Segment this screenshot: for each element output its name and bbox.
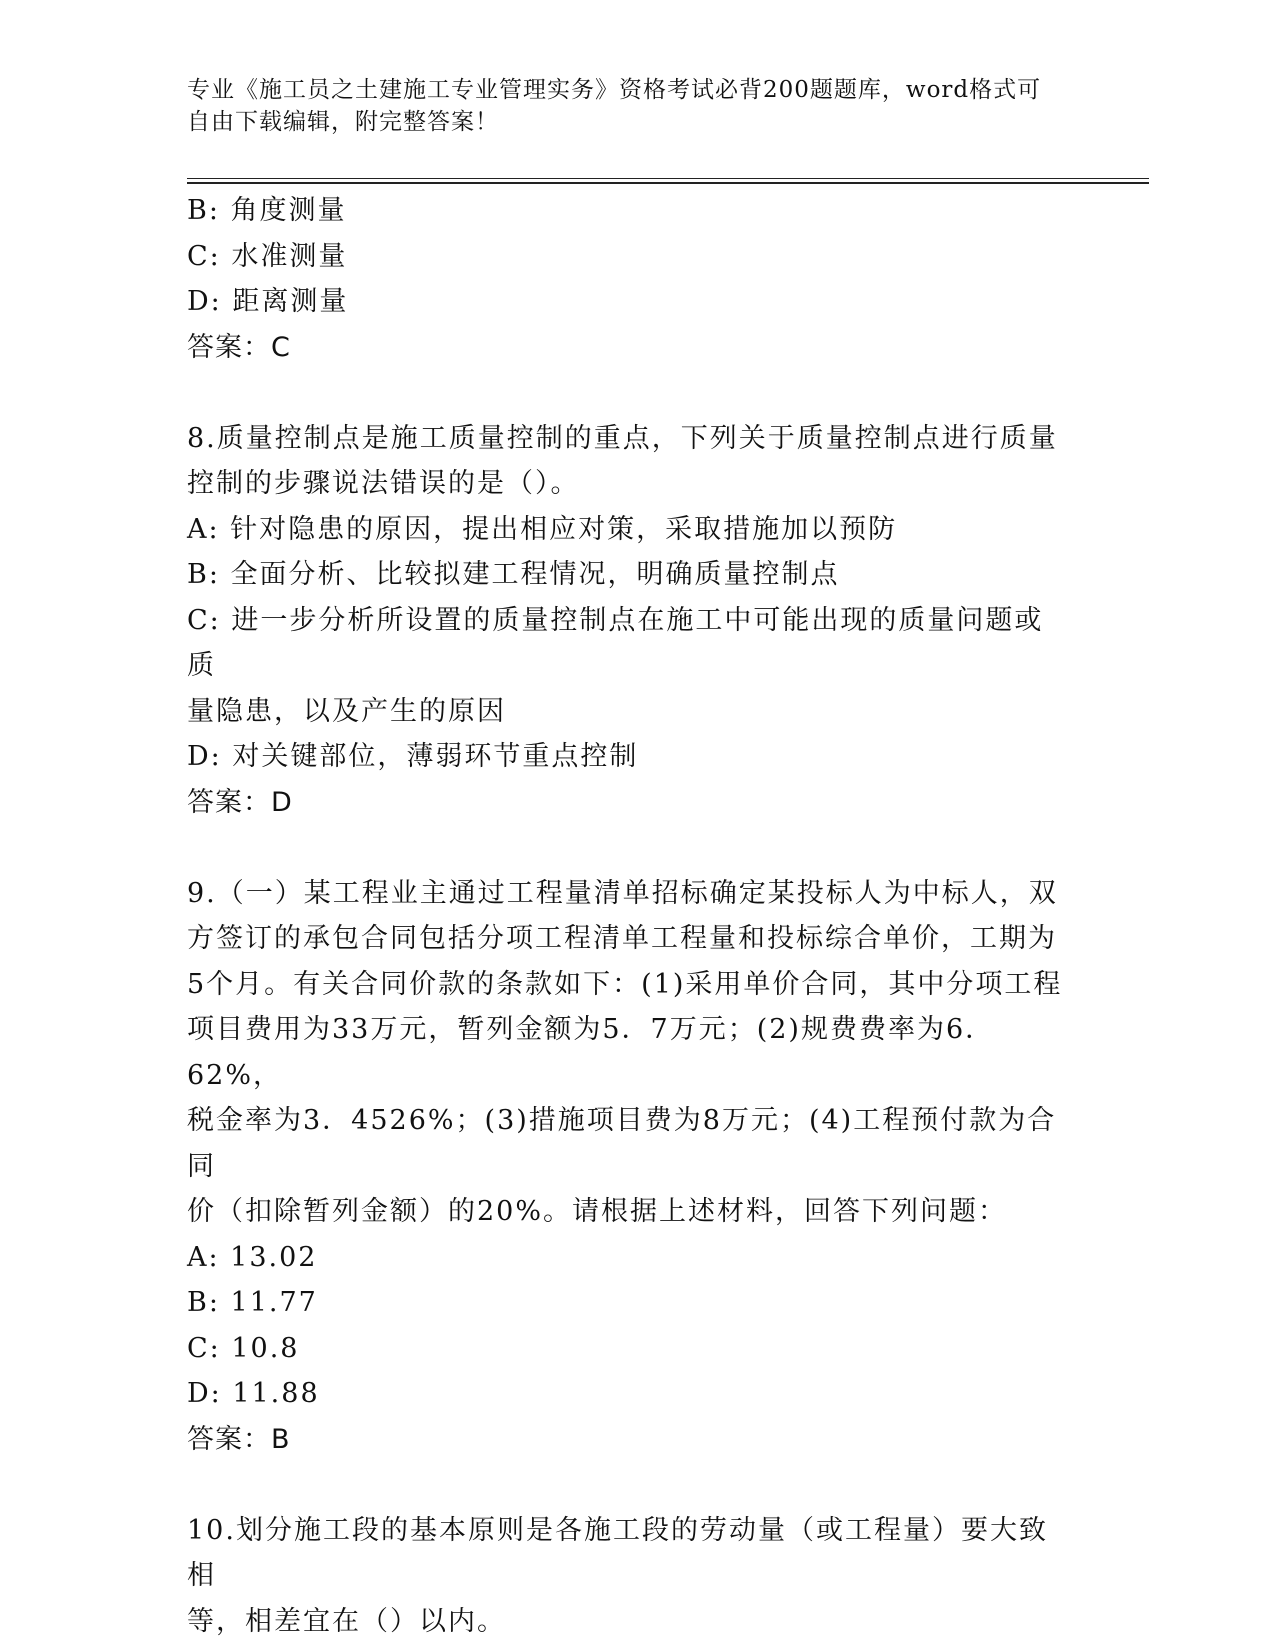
- document-header: [187, 74, 1067, 138]
- option-c: C: 进一步分析所设置的质量控制点在施工中可能出现的质量问题或质: [187, 604, 1044, 681]
- question-stem-line: 8.质量控制点是施工质量控制的重点，下列关于质量控制点进行质量: [187, 422, 1058, 454]
- option-b: B: 11.77: [187, 1287, 318, 1318]
- option-c: C: 水准测量: [187, 240, 348, 272]
- spacer: [187, 370, 1067, 416]
- question-stem-line: 项目费用为33万元，暂列金额为5．7万元；(2)规费费率为6．62%，: [187, 1014, 995, 1091]
- answer-line: 答案：B: [187, 1423, 291, 1455]
- header-divider-thick: [187, 182, 1149, 184]
- document-body: [187, 188, 1067, 1644]
- header-line-2: 自由下载编辑，附完整答案！: [187, 109, 499, 135]
- question-8: [187, 416, 1067, 826]
- question-stem-line: 9.（一）某工程业主通过工程量清单招标确定某投标人为中标人，双: [187, 877, 1058, 909]
- question-stem-line: 5个月。有关合同价款的条款如下：(1)采用单价合同，其中分项工程: [187, 968, 1063, 1000]
- question-7-tail: [187, 188, 1067, 370]
- answer-line: 答案：D: [187, 786, 293, 818]
- question-stem-line: 控制的步骤说法错误的是（）。: [187, 468, 580, 499]
- option-b: B: 角度测量: [187, 195, 347, 226]
- option-d: D: 对关键部位，薄弱环节重点控制: [187, 741, 639, 772]
- option-b: B: 全面分析、比较拟建工程情况，明确质量控制点: [187, 559, 840, 590]
- option-d: D: 11.88: [187, 1378, 320, 1409]
- option-a: A: 针对隐患的原因，提出相应对策，采取措施加以预防: [187, 513, 898, 545]
- header-divider-thin: [187, 178, 1149, 179]
- question-stem-line: 等，相差宜在（）以内。: [187, 1605, 506, 1637]
- question-10: [187, 1508, 1067, 1645]
- question-stem-line: 税金率为3．4526%；(3)措施项目费为8万元；(4)工程预付款为合同: [187, 1105, 1057, 1182]
- answer-line: 答案：C: [187, 331, 291, 363]
- option-c: C: 10.8: [187, 1332, 300, 1364]
- header-line-1: 专业《施工员之土建施工专业管理实务》资格考试必背200题题库，word格式可: [187, 77, 1042, 103]
- question-stem-line: 方签订的承包合同包括分项工程清单工程量和投标综合单价，工期为: [187, 923, 1057, 954]
- option-a: A: 13.02: [187, 1241, 318, 1273]
- spacer: [187, 825, 1067, 871]
- option-d: D: 距离测量: [187, 286, 349, 317]
- question-stem-line: 价（扣除暂列金额）的20%。请根据上述材料，回答下列问题：: [187, 1196, 1008, 1227]
- question-9: [187, 871, 1067, 1463]
- question-stem-line: 10.划分施工段的基本原则是各施工段的劳动量（或工程量）要大致相: [187, 1514, 1048, 1591]
- spacer: [187, 1462, 1067, 1508]
- option-c-continued: 量隐患，以及产生的原因: [187, 695, 506, 727]
